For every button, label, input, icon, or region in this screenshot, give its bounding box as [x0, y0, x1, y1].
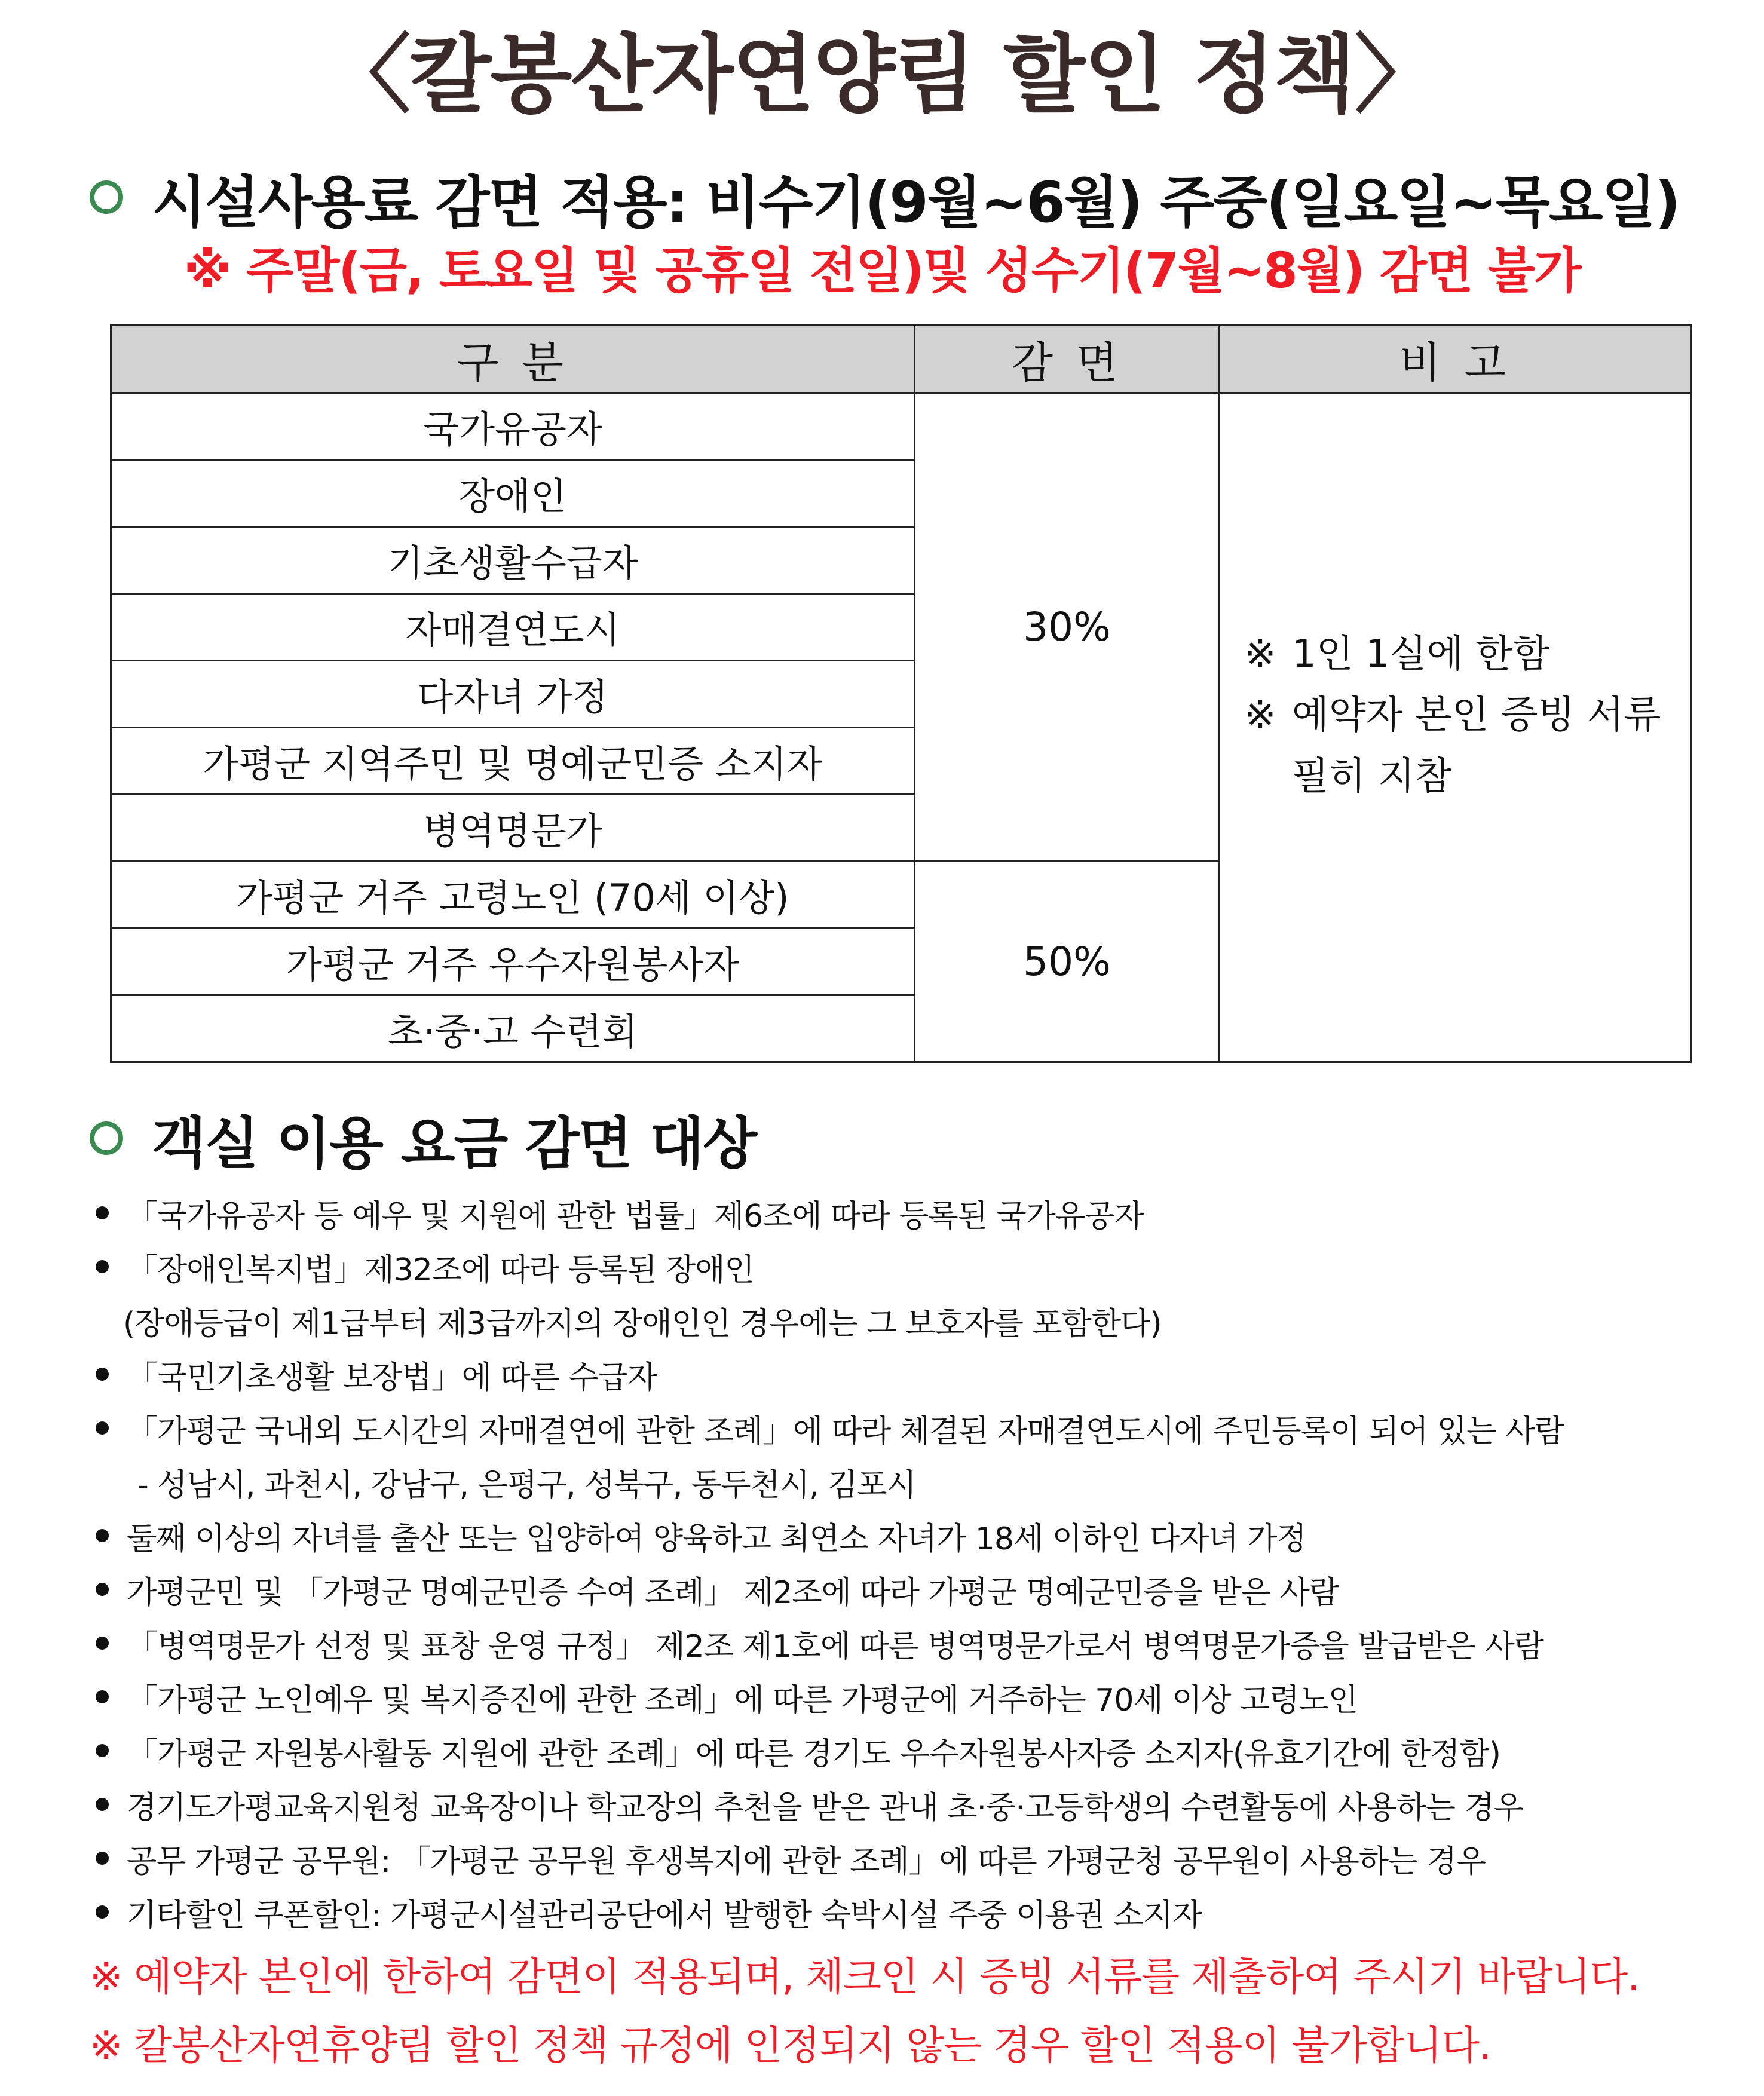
discount-table [110, 324, 1692, 1063]
header-category: 구 분 [111, 326, 915, 393]
section2-heading-text: 객실 이용 요금 감면 대상 [152, 1111, 756, 1176]
header-discount: 감 면 [915, 326, 1220, 393]
category-cell: 다자녀 가정 [111, 661, 915, 728]
category-cell: 기초생활수급자 [111, 527, 915, 594]
bullet-icon [96, 1798, 109, 1811]
list-item: 공무 가평군 공무원: 「가평군 공무원 후생복지에 관한 조례」에 따른 가평군청 공무원이 사용하는 경우 [96, 1831, 1721, 1885]
note-line-3: 필히 지참 [1292, 754, 1452, 799]
section1-heading [90, 152, 1679, 242]
category-cell: 가평군 거주 고령노인 (70세 이상) [111, 862, 915, 929]
section2-heading [90, 1093, 756, 1183]
list-item: 「병역명문가 선정 및 표창 운영 규정」 제2조 제1호에 따른 병역명문가로서 병역명문가증을 발급받은 사람 [96, 1616, 1721, 1670]
bullet-icon [96, 1260, 109, 1273]
note-line-2: 예약자 본인 증빙 서류 [1292, 693, 1661, 738]
weekend-warning: ※ 주말(금, 토요일 및 공휴일 전일)및 성수기(7월~8월) 감면 불가 [183, 243, 1581, 299]
bullet-icon [96, 1637, 109, 1650]
discount-cell-50: 50% [915, 862, 1220, 1062]
list-item: 기타할인 쿠폰할인: 가평군시설관리공단에서 발행한 숙박시설 주중 이용권 소지자 [96, 1885, 1721, 1939]
category-cell: 초·중·고 수련회 [111, 995, 915, 1062]
list-item: 「국가유공자 등 예우 및 지원에 관한 법률」제6조에 따라 등록된 국가유공자 [96, 1186, 1721, 1240]
remarks-cell [1220, 393, 1691, 1062]
bullet-icon [96, 1852, 109, 1865]
circle-bullet-icon [90, 1121, 123, 1155]
table-header-row [111, 326, 1691, 393]
bullet-icon [96, 1744, 109, 1757]
list-item: 「국민기초생활 보장법」에 따른 수급자 [96, 1347, 1721, 1401]
note-mark: ※ [1244, 632, 1276, 676]
section1-heading-text: 시설사용료 감면 적용: 비수기(9월~6월) 주중(일요일~목요일) [152, 170, 1680, 235]
note-mark: ※ [1244, 693, 1276, 738]
category-cell: 자매결연도시 [111, 594, 915, 661]
table-row [111, 393, 1691, 460]
category-cell: 가평군 지역주민 및 명예군민증 소지자 [111, 728, 915, 795]
bullet-icon [96, 1368, 109, 1381]
list-item: 「가평군 자원봉사활동 지원에 관한 조례」에 따른 경기도 우수자원봉사자증 소지자(유효기간에 한정함) [96, 1724, 1721, 1778]
note-line-1: 1인 1실에 한함 [1292, 632, 1550, 676]
list-item: 「가평군 국내외 도시간의 자매결연에 관한 조례」에 따라 체결된 자매결연도시에 주민등록이 되어 있는 사람 [96, 1401, 1721, 1455]
footer-notice-2: ※ 칼봉산자연휴양림 할인 정책 규정에 인정되지 않는 경우 할인 적용이 불가합니다. [90, 2023, 1492, 2069]
footer-notice-1: ※ 예약자 본인에 한하여 감면이 적용되며, 체크인 시 증빙 서류를 제출하여 주시기 바랍니다. [90, 1954, 1640, 2000]
list-item: 「가평군 노인예우 및 복지증진에 관한 조례」에 따른 가평군에 거주하는 70세 이상 고령노인 [96, 1670, 1721, 1724]
list-item-sub: - 성남시, 과천시, 강남구, 은평구, 성북구, 동두천시, 김포시 [137, 1467, 916, 1503]
list-item: 「장애인복지법」제32조에 따라 등록된 장애인 [96, 1240, 1721, 1294]
discount-cell-30: 30% [915, 393, 1220, 862]
category-cell: 가평군 거주 우수자원봉사자 [111, 929, 915, 995]
bullet-icon [96, 1905, 109, 1919]
bullet-icon [96, 1529, 109, 1542]
category-cell: 장애인 [111, 460, 915, 527]
eligibility-list [96, 1186, 1721, 1939]
category-cell: 병역명문가 [111, 795, 915, 862]
bullet-icon [96, 1690, 109, 1703]
bullet-icon [96, 1206, 109, 1219]
page-title: 〈칼봉산자연양림 할인 정책〉 [326, 26, 1438, 124]
list-item: 경기도가평교육지원청 교육장이나 학교장의 추천을 받은 관내 초·중·고등학생의 수련활동에 사용하는 경우 [96, 1778, 1721, 1831]
category-cell: 국가유공자 [111, 393, 915, 460]
bullet-icon [96, 1583, 109, 1596]
list-item: 가평군민 및 「가평군 명예군민증 수여 조례」 제2조에 따라 가평군 명예군민증을 받은 사람 [96, 1562, 1721, 1616]
header-remarks: 비 고 [1220, 326, 1691, 393]
list-item: 둘째 이상의 자녀를 출산 또는 입양하여 양육하고 최연소 자녀가 18세 이하인 다자녀 가정 [96, 1509, 1721, 1562]
circle-bullet-icon [90, 180, 123, 214]
bullet-icon [96, 1421, 109, 1435]
list-item-note: (장애등급이 제1급부터 제3급까지의 장애인인 경우에는 그 보호자를 포함한다) [123, 1306, 1162, 1342]
